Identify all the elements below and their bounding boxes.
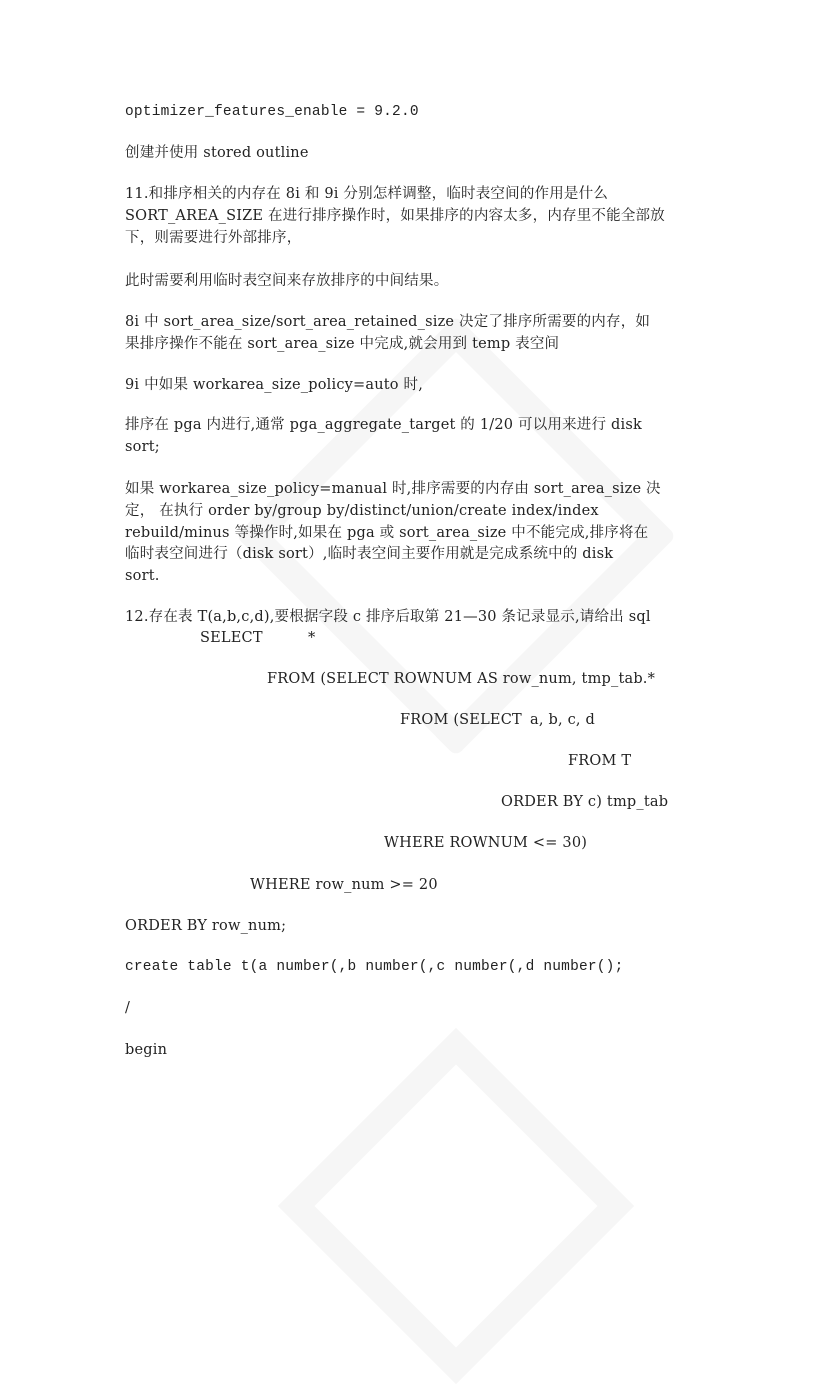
text-line: 9i 中如果 workarea_size_policy=auto 时,: [125, 377, 424, 393]
sql-line: WHERE row_num >= 20: [250, 877, 438, 893]
sql-line: create table t(a number(,b number(,c number(,d number();: [125, 959, 624, 975]
text-line: 定， 在执行 order by/group by/distinct/union/create index/index: [125, 503, 599, 519]
text-line: 下，则需要进行外部排序，: [125, 230, 302, 246]
sql-line: /: [125, 1000, 131, 1016]
sql-line: begin: [125, 1042, 168, 1058]
sql-line: FROM (SELECT: [400, 712, 522, 728]
text-line: 创建并使用 stored outline: [125, 145, 309, 161]
question-12: 12.存在表 T(a,b,c,d),要根据字段 c 排序后取第 21—30 条记录显示,请给出 sql: [125, 609, 651, 625]
sql-line: a, b, c, d: [530, 712, 595, 728]
text-line: optimizer_features_enable = 9.2.0: [125, 104, 419, 120]
sql-line: ORDER BY c) tmp_tab: [501, 794, 669, 810]
text-line: rebuild/minus 等操作时,如果在 pga 或 sort_area_size 中不能完成,排序将在: [125, 525, 649, 541]
watermark: [278, 1028, 634, 1384]
text-line: 临时表空间进行（disk sort）,临时表空间主要作用就是完成系统中的 disk: [125, 546, 614, 562]
sql-star: *: [308, 630, 316, 646]
sql-select: SELECT: [200, 630, 263, 646]
question-11: 11.和排序相关的内存在 8i 和 9i 分别怎样调整，临时表空间的作用是什么: [125, 186, 609, 202]
text-line: SORT_AREA_SIZE 在进行排序操作时，如果排序的内容太多，内存里不能全部放: [125, 208, 665, 224]
sql-line: FROM (SELECT ROWNUM AS row_num, tmp_tab.*: [267, 671, 656, 687]
text-line: 果排序操作不能在 sort_area_size 中完成,就会用到 temp 表空间: [125, 336, 560, 352]
sql-line: WHERE ROWNUM <= 30): [384, 835, 588, 851]
text-line: sort;: [125, 439, 160, 455]
text-line: sort.: [125, 568, 160, 584]
sql-line: ORDER BY row_num;: [125, 918, 287, 934]
text-line: 排序在 pga 内进行,通常 pga_aggregate_target 的 1/20 可以用来进行 disk: [125, 417, 642, 433]
text-line: 8i 中 sort_area_size/sort_area_retained_size 决定了排序所需要的内存，如: [125, 314, 651, 330]
text-line: 此时需要利用临时表空间来存放排序的中间结果。: [125, 273, 449, 289]
text-line: 如果 workarea_size_policy=manual 时,排序需要的内存由 sort_area_size 决: [125, 481, 661, 497]
sql-line: FROM T: [568, 753, 632, 769]
